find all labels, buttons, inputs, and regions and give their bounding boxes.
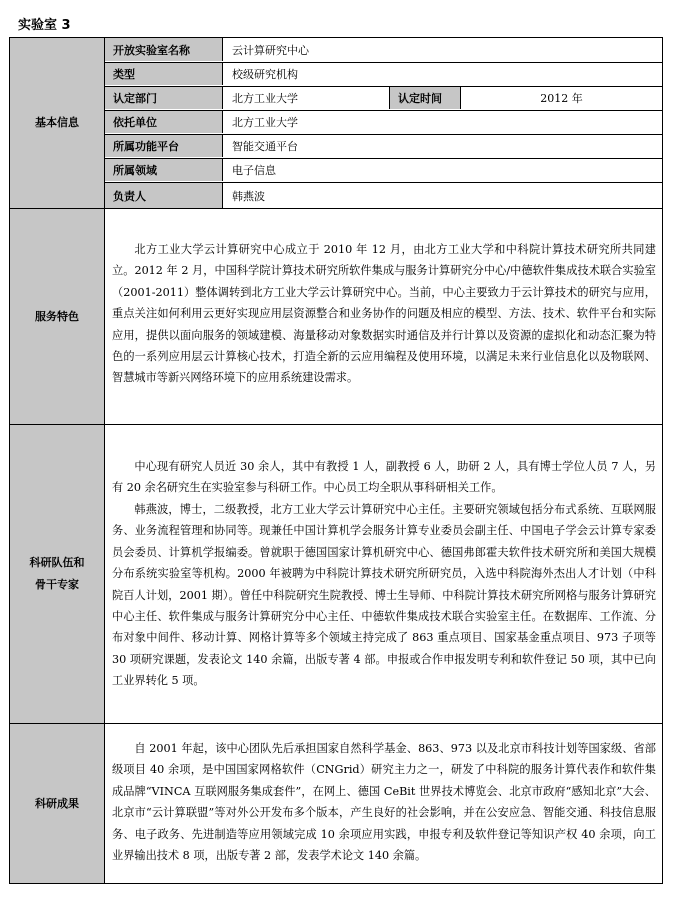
info-row-field <box>105 158 662 181</box>
team-section <box>10 424 662 723</box>
info-value: 北方工业大学 <box>232 92 298 105</box>
info-row-name <box>105 38 662 61</box>
info-row-type <box>105 62 662 85</box>
results-section <box>10 723 662 883</box>
info-row-department <box>105 86 662 109</box>
info-value: 校级研究机构 <box>232 68 298 81</box>
info-key: 负责人 <box>105 183 223 208</box>
info-row-leader <box>105 182 662 208</box>
team-text-leader: 韩燕波，博士，二级教授，北方工业大学云计算研究中心主任。主要研究领域包括分布式系统、互联网服务、业务流程管理和协同等。现兼任中国计算机学会服务计算专业委员会副主任、中国电子学会云计算专家委员会委员、计算机学报编委。曾就职于德国国家计算机研究中心、德国弗郎霍夫软件技术研究所和美国大规模分布系统实验室等机构。2000 年被聘为中科院计算技术研究所研究员，入选中科院海外杰出人才计划（中科院百人计划，2001 期）。曾任中科院研究生院教授、博士生导师、中科院计算技术研究所网格与服务计算研究中心主任、软件集成与服务计算研究分中心主任、中德软件集成技术联合实验室主任。在数据库、工作流、分布对象中间件、移动计算、网格计算等多个领域主持完成了 863 重点项目、国家基金重点项目、973 子项等 30 项研究课题，发表论文 140 余篇，出版专著 4 部。申报或合作申报发明专利和软件登记 50 项，其中已向工业界转化 5 项。 <box>112 503 656 688</box>
info-value-date: 2012 年 <box>540 92 583 105</box>
results-text: 自 2001 年起，该中心团队先后承担国家自然科学基金、863、973 以及北京市科技计划等国家级、省部级项目 40 余项，是中国国家网格软件（CNGrid）研究主力之一，研发了中科院的服务计算代表作和软件集成品牌“VINCA 互联网服务集成套件”，在网上、德国 CeBit 世界技术博览会、北京市政府“感知北京”大会、北京市“云计算联盟”等对外公开发布多个版本，产生良好的社会影响，并在公安应急、智能交通、科技信息服务、电子政务、先进制造等应用领域完成 10 余项应用实践，申报专利及软件登记等知识产权 40 余项，向工业界输出技术 8 项，出版专著 2 部，发表学术论文 140 余篇。 <box>112 742 656 863</box>
service-text: 北方工业大学云计算研究中心成立于 2010 年 12 月，由北方工业大学和中科院计算技术研究所共同建立。2012 年 2 月，中国科学院计算技术研究所软件集成与服务计算研究分中心/中德软件集成技术联合实验室（2001-2011）整体调转到北方工业大学云计算研究中心。当前，中心主要致力于云计算技术的研究与应用，重点关注如何利用云更好实现应用层资源整合和业务协作的问题及相应的模型、方法、技术、软件平台和实际应用，提供以面向服务的领域建模、海量移动对象数据实时通信及并行计算以及资源的虚拟化和动态汇聚为特色的一系列应用层云计算核心技术，打造全新的云应用编程及使用环境，以满足未来行业信息化以及物联网、智慧城市等新兴网络环境下的应用系统建设需求。 <box>112 243 656 385</box>
info-row-platform <box>105 134 662 157</box>
info-value: 韩燕波 <box>232 189 265 203</box>
info-key-date: 认定时间 <box>389 87 461 109</box>
service-label: 服务特色 <box>10 209 105 424</box>
info-value: 北方工业大学 <box>232 116 298 129</box>
basic-info-section <box>10 38 662 208</box>
info-key: 认定部门 <box>105 87 223 109</box>
results-label: 科研成果 <box>10 724 105 883</box>
lab-info-table <box>9 37 663 884</box>
info-key: 类型 <box>105 63 223 85</box>
service-section <box>10 208 662 424</box>
basic-info-grid <box>105 38 662 208</box>
info-key: 所属功能平台 <box>105 135 223 157</box>
team-text-staff: 中心现有研究人员近 30 余人，其中有教授 1 人，副教授 6 人，助研 2 人，具有博士学位人员 7 人，另有 20 余名研究生在实验室参与科研工作。中心员工均全职从事科研相关工作。 <box>112 460 656 495</box>
info-key: 所属领域 <box>105 159 223 181</box>
info-value: 云计算研究中心 <box>232 43 309 57</box>
team-label-line1: 科研队伍和 <box>29 556 85 569</box>
info-value: 智能交通平台 <box>232 140 298 153</box>
team-label-line2: 骨干专家 <box>35 578 79 591</box>
info-row-host <box>105 110 662 133</box>
basic-info-label: 基本信息 <box>10 38 105 208</box>
info-value: 电子信息 <box>232 164 276 177</box>
page-title: 实验室 3 <box>18 18 71 33</box>
team-label <box>10 425 105 723</box>
info-key: 开放实验室名称 <box>105 38 223 61</box>
info-key: 依托单位 <box>105 111 223 133</box>
